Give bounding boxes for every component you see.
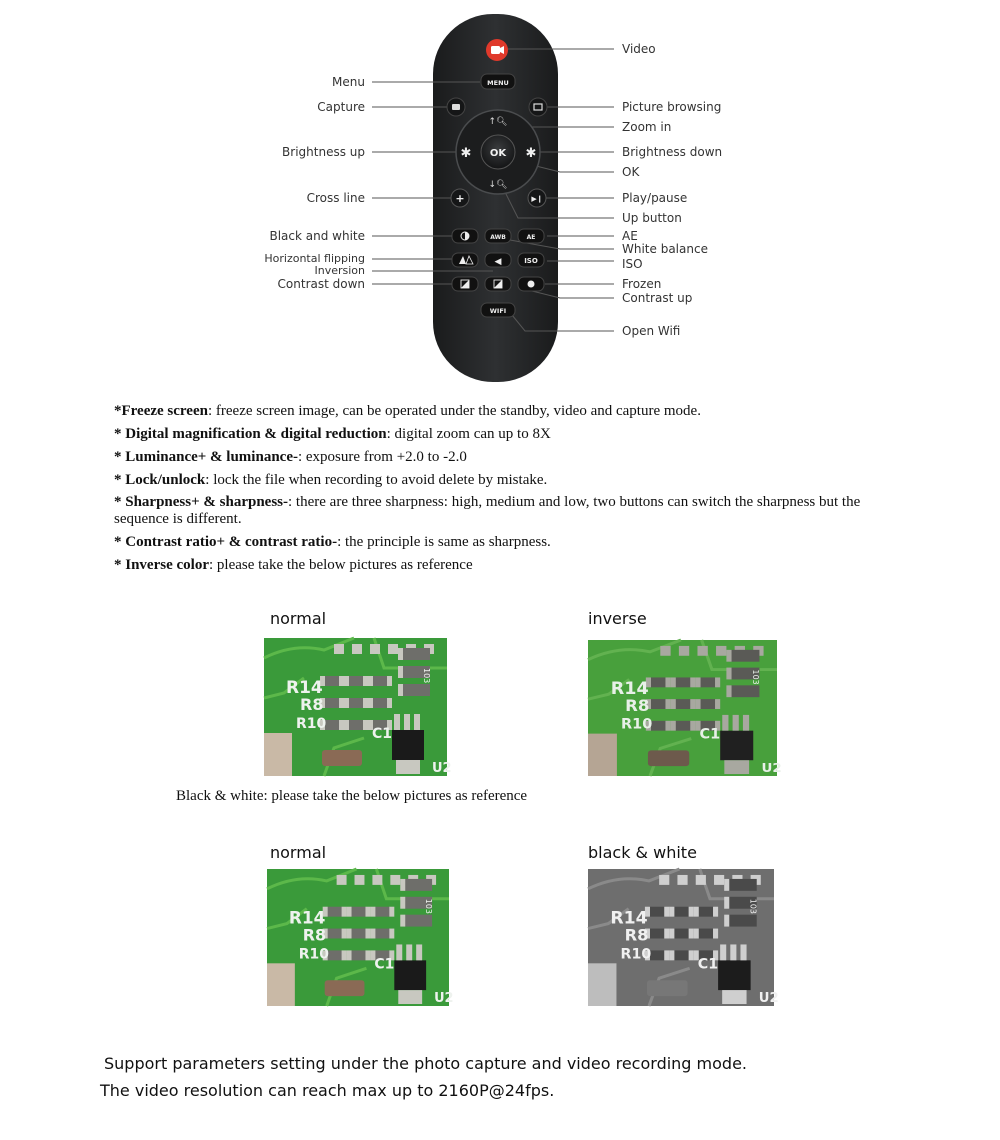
label-menu: Menu bbox=[332, 75, 365, 89]
solder-pad bbox=[347, 950, 352, 960]
ic-pin bbox=[404, 714, 410, 730]
ic-pin bbox=[733, 715, 739, 731]
solder-pad bbox=[387, 698, 392, 708]
resistor-body bbox=[675, 677, 692, 687]
solder-pad bbox=[347, 907, 352, 917]
footer-line-1: Support parameters setting under the photo capture and video recording mode. bbox=[104, 1054, 748, 1073]
solder-pad bbox=[387, 676, 392, 686]
solder-pad bbox=[713, 929, 718, 939]
solder-pad bbox=[690, 699, 695, 709]
solder-pad bbox=[677, 875, 687, 885]
ic-pin bbox=[406, 944, 412, 960]
solder-pad bbox=[339, 720, 344, 730]
capacitor bbox=[322, 750, 362, 766]
resistor-body bbox=[327, 929, 343, 939]
solder-pad bbox=[664, 929, 669, 939]
label-contrast-down: Contrast down bbox=[277, 277, 365, 291]
solder-pad bbox=[400, 915, 405, 927]
solder-pad bbox=[365, 950, 370, 960]
feature-item: * Inverse color: please take the below pictures as reference bbox=[114, 557, 473, 573]
connector bbox=[264, 733, 292, 776]
ic-package bbox=[718, 960, 751, 990]
solder-pad bbox=[724, 915, 729, 927]
resistor-body bbox=[324, 698, 340, 708]
resistor-body bbox=[327, 950, 343, 960]
solder-pad bbox=[671, 677, 676, 687]
label-chip: 103 bbox=[751, 669, 761, 685]
feature-item: *Freeze screen: freeze screen image, can be operated under the standby, video and capture mode. bbox=[114, 403, 701, 419]
resistor-body bbox=[351, 907, 367, 917]
solder-pad bbox=[665, 699, 670, 709]
zoom-out-icon: ↓🔍︎ bbox=[488, 180, 508, 190]
label-white-balance: White balance bbox=[622, 242, 708, 256]
solder-pad bbox=[342, 950, 347, 960]
solder-pad bbox=[659, 875, 669, 885]
label-c1: C1 bbox=[372, 726, 393, 742]
play-pause-icon: ▶❙ bbox=[531, 195, 543, 203]
resistor-body bbox=[649, 950, 665, 960]
solder-pad bbox=[363, 698, 368, 708]
resistor-body bbox=[675, 699, 692, 709]
speaker-icon: ◀ bbox=[494, 257, 502, 267]
resistor-body bbox=[650, 677, 667, 687]
solder-pad bbox=[690, 677, 695, 687]
label-r10: R10 bbox=[296, 716, 327, 732]
smd-chip bbox=[404, 915, 432, 927]
resistor-body bbox=[675, 721, 692, 731]
bw-caption: black & white bbox=[588, 843, 697, 862]
solder-pad bbox=[724, 897, 729, 909]
resistor-body bbox=[700, 699, 717, 709]
solder-pad bbox=[398, 666, 403, 678]
solder-pad bbox=[695, 677, 700, 687]
solder-pad bbox=[689, 950, 694, 960]
solder-pad bbox=[697, 646, 707, 656]
label-chip: 103 bbox=[748, 898, 758, 914]
label-chip: 103 bbox=[422, 668, 431, 684]
solder-pad bbox=[363, 720, 368, 730]
label-r14: R14 bbox=[288, 907, 326, 928]
resistor-body bbox=[372, 698, 388, 708]
label-u2: U2 bbox=[434, 991, 454, 1007]
solder-pad bbox=[696, 875, 706, 885]
label-zoom-in: Zoom in bbox=[622, 120, 672, 134]
iso-button-label: ISO bbox=[524, 257, 538, 265]
solder-pad bbox=[337, 875, 347, 885]
ic-package bbox=[720, 731, 753, 761]
solder-pad bbox=[372, 875, 382, 885]
solder-pad bbox=[365, 907, 370, 917]
resistor-body bbox=[348, 698, 364, 708]
solder-pad bbox=[389, 929, 394, 939]
label-frozen: Frozen bbox=[622, 277, 662, 291]
label-brightness-up: Brightness up bbox=[282, 145, 365, 159]
pcb-image bbox=[588, 869, 779, 1006]
solder-pad bbox=[334, 644, 344, 654]
smd-chip bbox=[402, 648, 430, 660]
feature-item: * Digital magnification & digital reduction: digital zoom can up to 8X bbox=[114, 426, 551, 442]
menu-button-label: MENU bbox=[487, 79, 509, 87]
ic-pin bbox=[396, 944, 402, 960]
pcb-photo-normal bbox=[264, 638, 452, 776]
label-ae: AE bbox=[622, 229, 638, 243]
smd-chip bbox=[731, 650, 760, 662]
label-r8: R8 bbox=[302, 925, 327, 945]
solder-pad bbox=[714, 875, 724, 885]
label-open-wifi: Open Wifi bbox=[622, 324, 681, 338]
capacitor bbox=[648, 750, 689, 766]
solder-pad bbox=[368, 698, 373, 708]
ic-tab bbox=[398, 990, 422, 1004]
ic-package bbox=[392, 730, 424, 760]
footer-line-2: The video resolution can reach max up to 2160P@24fps. bbox=[100, 1081, 555, 1100]
label-video: Video bbox=[622, 42, 656, 56]
solder-pad bbox=[370, 907, 375, 917]
ok-button-label: OK bbox=[489, 148, 507, 159]
solder-pad bbox=[713, 907, 718, 917]
solder-pad bbox=[352, 644, 362, 654]
ic-pin bbox=[740, 944, 746, 960]
pcb-image bbox=[267, 869, 454, 1007]
label-c1: C1 bbox=[699, 726, 721, 743]
label-capture: Capture bbox=[317, 100, 365, 114]
solder-pad bbox=[339, 676, 344, 686]
resistor-body bbox=[374, 929, 390, 939]
resistor-body bbox=[698, 929, 714, 939]
solder-pad bbox=[368, 676, 373, 686]
solder-pad bbox=[715, 677, 720, 687]
pcb-image bbox=[264, 638, 452, 776]
wifi-button-label: WIFI bbox=[489, 307, 507, 315]
label-r10: R10 bbox=[298, 946, 329, 963]
smd-chip bbox=[404, 879, 432, 891]
brightness-down-icon: ✱ bbox=[525, 146, 537, 161]
ic-tab bbox=[722, 990, 746, 1004]
pcb-image bbox=[588, 640, 782, 776]
label-inversion: Inversion bbox=[314, 264, 365, 277]
camera-icon bbox=[491, 46, 500, 54]
resistor-body bbox=[327, 907, 343, 917]
solder-pad bbox=[665, 721, 670, 731]
resistor-body bbox=[348, 676, 364, 686]
black-white-intro: Black & white: please take the below pictures as reference bbox=[176, 788, 528, 804]
solder-pad bbox=[344, 676, 349, 686]
inverse-caption: inverse bbox=[588, 609, 647, 628]
inverse-normal-caption: normal bbox=[270, 609, 327, 628]
resistor-body bbox=[324, 720, 340, 730]
pcb-photo-bw bbox=[588, 869, 779, 1006]
horizontal-flip-button[interactable] bbox=[452, 253, 478, 267]
ic-pin bbox=[416, 944, 422, 960]
label-r8: R8 bbox=[624, 925, 649, 945]
feature-item: * Contrast ratio+ & contrast ratio-: the principle is same as sharpness. bbox=[114, 534, 551, 550]
solder-pad bbox=[398, 684, 403, 696]
resistor-body bbox=[649, 929, 665, 939]
ic-pin bbox=[394, 714, 400, 730]
brightness-up-icon: ✱ bbox=[460, 146, 472, 161]
pcb-photo-normal-2 bbox=[267, 869, 454, 1007]
solder-pad bbox=[715, 699, 720, 709]
label-iso: ISO bbox=[622, 257, 643, 271]
resistor-body bbox=[650, 699, 667, 709]
label-u2: U2 bbox=[432, 761, 452, 776]
label-r10: R10 bbox=[621, 716, 653, 733]
label-u2: U2 bbox=[758, 991, 779, 1006]
solder-pad bbox=[724, 879, 729, 891]
resistor-body bbox=[649, 907, 665, 917]
ic-tab bbox=[724, 760, 749, 774]
solder-pad bbox=[726, 685, 731, 697]
capacitor bbox=[647, 980, 688, 996]
solder-pad bbox=[689, 929, 694, 939]
connector bbox=[588, 963, 616, 1006]
label-horizontal-flipping: Horizontal flipping bbox=[264, 252, 365, 265]
picture-browsing-button[interactable] bbox=[529, 98, 547, 116]
resistor-body bbox=[351, 950, 367, 960]
ic-pin bbox=[722, 715, 728, 731]
label-r14: R14 bbox=[610, 908, 648, 929]
solder-pad bbox=[388, 644, 398, 654]
smd-chip bbox=[728, 879, 756, 891]
solder-pad bbox=[400, 897, 405, 909]
connector bbox=[267, 963, 295, 1006]
solder-pad bbox=[671, 699, 676, 709]
resistor-body bbox=[673, 950, 689, 960]
ae-button-label: AE bbox=[526, 234, 536, 241]
label-chip: 103 bbox=[424, 898, 434, 914]
label-r14: R14 bbox=[286, 678, 323, 698]
ic-pin bbox=[743, 715, 749, 731]
solder-pad bbox=[689, 907, 694, 917]
feature-list bbox=[114, 402, 894, 579]
solder-pad bbox=[370, 929, 375, 939]
pcb-photo-inverse bbox=[588, 640, 782, 776]
label-play-pause: Play/pause bbox=[622, 191, 688, 205]
ic-pin bbox=[720, 944, 726, 960]
remote-diagram bbox=[0, 0, 1000, 400]
label-cross-line: Cross line bbox=[306, 191, 365, 205]
ic-package bbox=[394, 960, 426, 990]
solder-pad bbox=[339, 698, 344, 708]
solder-pad bbox=[342, 929, 347, 939]
feature-item: * Lock/unlock: lock the file when recording to avoid delete by mistake. bbox=[114, 472, 548, 488]
solder-pad bbox=[389, 907, 394, 917]
connector bbox=[588, 734, 617, 776]
label-ok: OK bbox=[622, 165, 640, 179]
ic-pin bbox=[730, 944, 736, 960]
solder-pad bbox=[695, 699, 700, 709]
label-r8: R8 bbox=[300, 695, 324, 714]
label-r8: R8 bbox=[625, 696, 650, 715]
solder-pad bbox=[671, 721, 676, 731]
solder-pad bbox=[694, 907, 699, 917]
solder-pad bbox=[344, 720, 349, 730]
label-c1: C1 bbox=[374, 956, 395, 973]
label-r14: R14 bbox=[610, 679, 649, 700]
smd-chip bbox=[728, 915, 756, 927]
resistor-body bbox=[673, 929, 689, 939]
solder-pad bbox=[669, 929, 674, 939]
resistor-body bbox=[673, 907, 689, 917]
solder-pad bbox=[716, 646, 726, 656]
awb-button-label: AWB bbox=[490, 234, 506, 241]
solder-pad bbox=[390, 875, 400, 885]
resistor-body bbox=[650, 721, 667, 731]
smd-chip bbox=[731, 685, 760, 697]
camera-icon bbox=[452, 104, 460, 110]
solder-pad bbox=[726, 650, 731, 662]
ic-pin bbox=[414, 714, 420, 730]
label-c1: C1 bbox=[697, 956, 719, 973]
solder-pad bbox=[669, 950, 674, 960]
label-brightness-down: Brightness down bbox=[622, 145, 723, 159]
feature-item: * Sharpness+ & sharpness-: there are three sharpness: high, medium and low, two buttons can switch the sharpness but the sequence is different. bbox=[114, 494, 861, 527]
zoom-in-icon: ↑🔍︎ bbox=[488, 117, 508, 127]
label-picture-browsing: Picture browsing bbox=[622, 100, 722, 114]
feature-item: * Luminance+ & luminance-: exposure from +2.0 to -2.0 bbox=[114, 449, 467, 465]
solder-pad bbox=[726, 668, 731, 680]
solder-pad bbox=[694, 929, 699, 939]
plus-icon: + bbox=[455, 192, 465, 205]
label-r10: R10 bbox=[620, 946, 652, 963]
resistor-body bbox=[700, 677, 717, 687]
solder-pad bbox=[344, 698, 349, 708]
label-u2: U2 bbox=[761, 761, 782, 776]
solder-pad bbox=[660, 646, 670, 656]
solder-pad bbox=[690, 721, 695, 731]
solder-pad bbox=[363, 676, 368, 686]
solder-pad bbox=[355, 875, 365, 885]
solder-pad bbox=[664, 907, 669, 917]
resistor-body bbox=[348, 720, 364, 730]
resistor-body bbox=[324, 676, 340, 686]
resistor-body bbox=[351, 929, 367, 939]
smd-chip bbox=[402, 684, 430, 696]
capacitor bbox=[325, 980, 365, 996]
solder-pad bbox=[400, 879, 405, 891]
resistor-body bbox=[372, 676, 388, 686]
ic-tab bbox=[396, 760, 420, 774]
solder-pad bbox=[347, 929, 352, 939]
label-up-button: Up button bbox=[622, 211, 682, 225]
solder-pad bbox=[669, 907, 674, 917]
solder-pad bbox=[398, 648, 403, 660]
solder-pad bbox=[342, 907, 347, 917]
resistor-body bbox=[374, 907, 390, 917]
snowflake-icon bbox=[528, 281, 535, 288]
label-black-and-white: Black and white bbox=[269, 229, 365, 243]
solder-pad bbox=[679, 646, 689, 656]
solder-pad bbox=[665, 677, 670, 687]
resistor-body bbox=[698, 907, 714, 917]
bw-normal-caption: normal bbox=[270, 843, 327, 862]
solder-pad bbox=[370, 644, 380, 654]
solder-pad bbox=[365, 929, 370, 939]
label-contrast-up: Contrast up bbox=[622, 291, 693, 305]
solder-pad bbox=[664, 950, 669, 960]
